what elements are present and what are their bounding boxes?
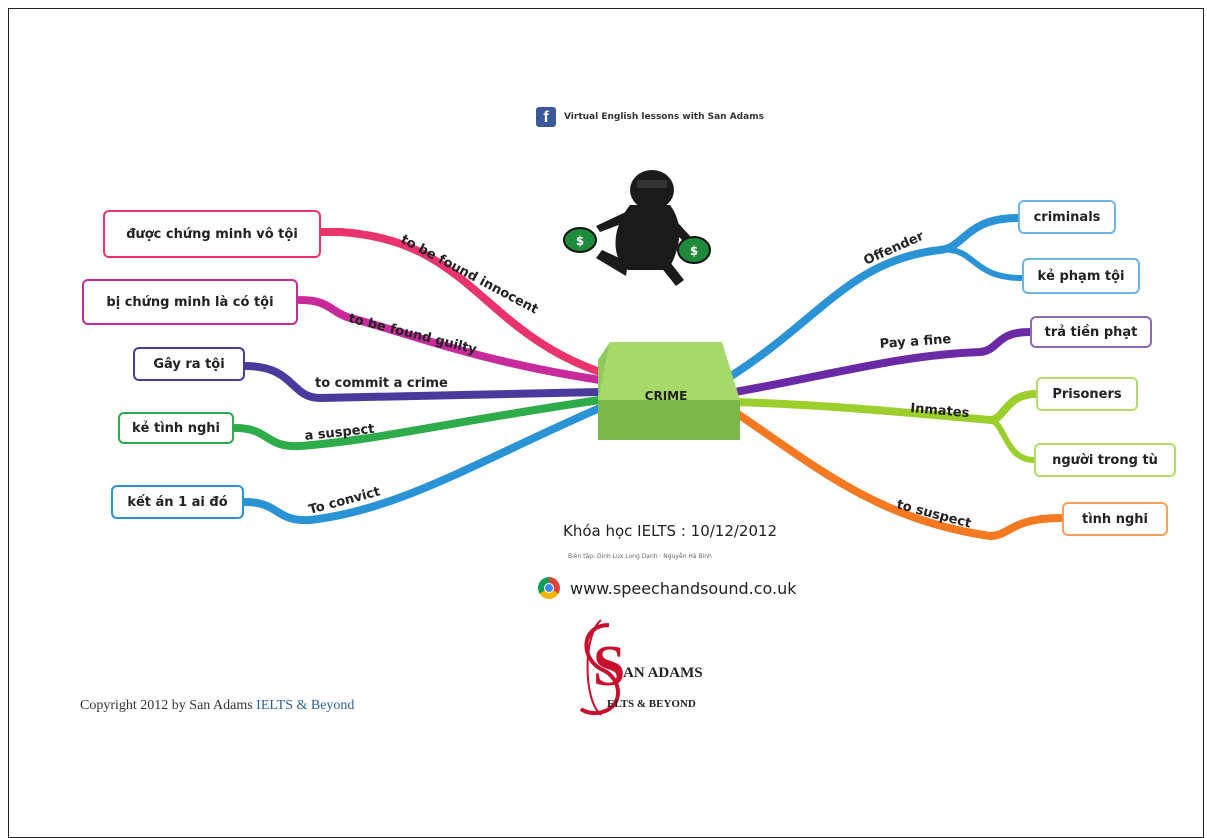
leaf-tosuspect: tình nghi (1062, 502, 1168, 536)
facebook-text: Virtual English lessons with San Adams (564, 112, 764, 122)
copyright (80, 698, 354, 714)
center-node (598, 342, 740, 440)
small-note: Biên tập: Dinh Lux Long Dạnh · Nguyễn Hà Bình (568, 553, 712, 560)
branch-convict (245, 408, 600, 520)
label-tosuspect: to suspect (894, 497, 973, 532)
leaf-innocent: được chứng minh vô tội (103, 210, 321, 258)
leaf-offender-vi: kẻ phạm tội (1022, 258, 1140, 294)
label-innocent: to be found innocent (398, 232, 541, 318)
branch-inmates (735, 394, 1036, 420)
branch-tosuspect (735, 412, 1062, 536)
svg-text:$: $ (575, 234, 585, 248)
label-guilty: to be found guilty (347, 311, 479, 358)
leaf-suspect-noun: kẻ tình nghi (118, 412, 234, 444)
svg-text:ELTS & BEYOND: ELTS & BEYOND (607, 698, 696, 710)
svg-text:$: $ (689, 244, 699, 258)
leaf-inmates-vi: người trong tù (1034, 443, 1176, 477)
leaf-commit: Gây ra tội (133, 347, 245, 381)
svg-text:S: S (593, 633, 626, 698)
website-link[interactable]: www.speechandsound.co.uk (570, 579, 797, 598)
leaf-guilty: bị chứng minh là có tội (82, 279, 298, 325)
branch-offender-2 (950, 250, 1022, 278)
san-adams-logo (575, 615, 755, 725)
facebook-line[interactable] (536, 107, 764, 127)
branch-inmates-2 (990, 420, 1034, 460)
label-convict: To convict (307, 484, 382, 518)
copyright-link[interactable]: IELTS & Beyond (256, 698, 355, 713)
label-inmates: Inmates (909, 401, 970, 422)
leaf-convict: kết án 1 ai đó (111, 485, 244, 519)
course-date: Khóa học IELTS : 10/12/2012 (563, 522, 778, 540)
thief-illustration (564, 170, 710, 286)
label-commit: to commit a crime (315, 376, 448, 391)
leaf-criminals: criminals (1018, 200, 1116, 234)
chrome-icon (538, 577, 560, 599)
facebook-icon: f (536, 107, 556, 127)
svg-text:AN ADAMS: AN ADAMS (623, 665, 703, 681)
label-suspect-noun: a suspect (303, 421, 376, 444)
branch-suspect-noun (235, 400, 600, 446)
copyright-text: Copyright 2012 by San Adams (80, 698, 253, 713)
leaf-prisoners: Prisoners (1036, 377, 1138, 411)
label-offender: Offender (861, 228, 927, 269)
leaf-fine: trả tiền phạt (1030, 316, 1152, 348)
center-label: CRIME (644, 389, 688, 403)
label-fine: Pay a fine (879, 332, 952, 352)
